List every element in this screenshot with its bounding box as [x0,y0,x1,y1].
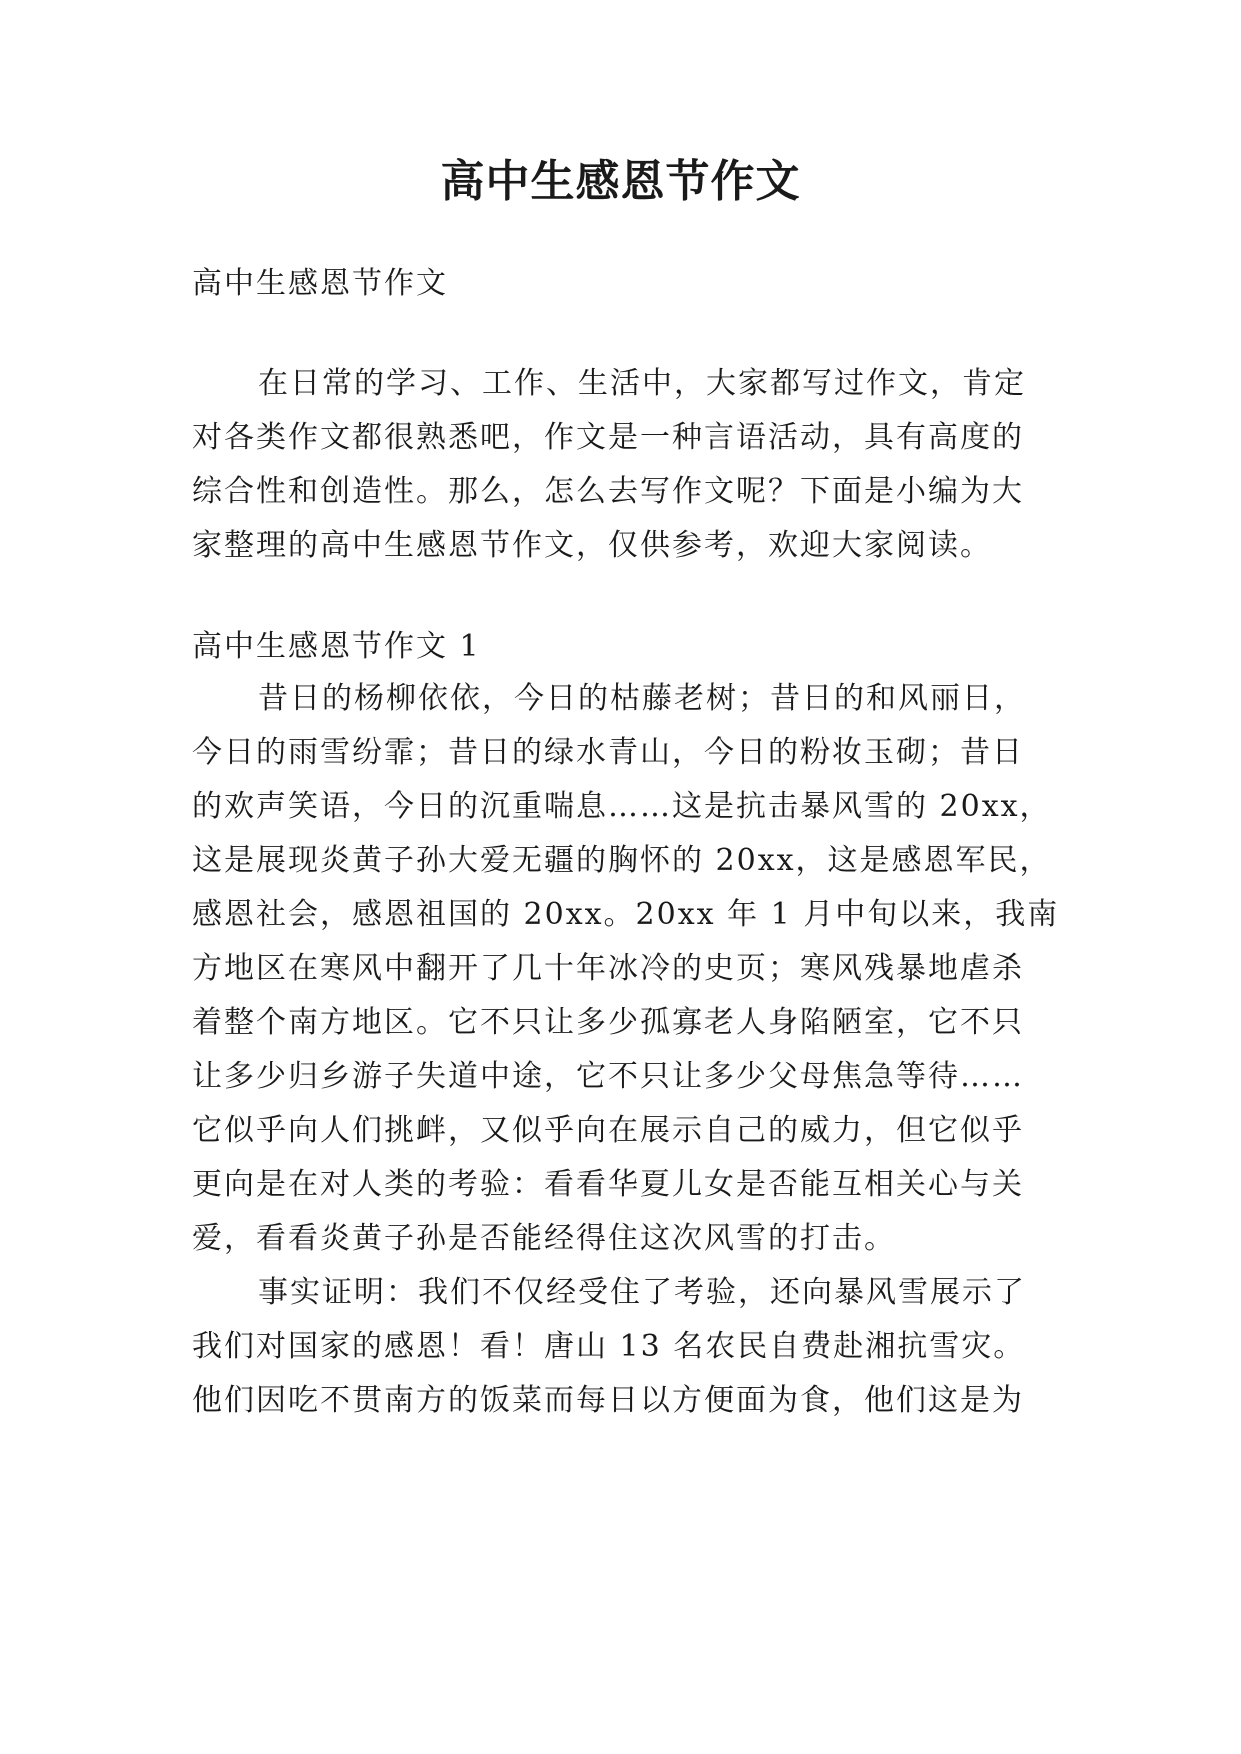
paragraph1-line-11: 爱，看看炎黄子孙是否能经得住这次风雪的打击。 [192,1221,896,1256]
document-title: 高中生感恩节作文 [440,156,801,207]
intro-line-3: 综合性和创造性。那么，怎么去写作文呢？下面是小编为大 [192,474,1024,509]
intro-line-1: 在日常的学习、工作、生活中，大家都写过作文，肯定 [258,366,1026,401]
paragraph1-line-2: 今日的雨雪纷霏；昔日的绿水青山，今日的粉妆玉砌；昔日 [192,735,1024,770]
paragraph2-line-1: 事实证明：我们不仅经受住了考验，还向暴风雪展示了 [258,1275,1026,1310]
intro-line-2: 对各类作文都很熟悉吧，作文是一种言语活动，具有高度的 [192,420,1024,455]
paragraph1-line-6: 方地区在寒风中翻开了几十年冰冷的史页；寒风残暴地虐杀 [192,951,1024,986]
paragraph2-line-3: 他们因吃不贯南方的饭菜而每日以方便面为食，他们这是为 [192,1383,1024,1418]
paragraph1-line-3: 的欢声笑语，今日的沉重喘息……这是抗击暴风雪的 20xx， [192,789,1052,824]
paragraph1-line-10: 更向是在对人类的考验：看看华夏儿女是否能互相关心与关 [192,1167,1024,1202]
paragraph1-line-8: 让多少归乡游子失道中途，它不只让多少父母焦急等待…… [192,1059,1024,1094]
section-heading: 高中生感恩节作文 1 [192,629,481,664]
paragraph2-line-2: 我们对国家的感恩！看！唐山 13 名农民自费赴湘抗雪灾。 [192,1329,1026,1364]
paragraph1-line-7: 着整个南方地区。它不只让多少孤寡老人身陷陋室，它不只 [192,1005,1024,1040]
intro-line-4: 家整理的高中生感恩节作文，仅供参考，欢迎大家阅读。 [192,528,992,563]
paragraph1-line-4: 这是展现炎黄子孙大爱无疆的胸怀的 20xx，这是感恩军民， [192,843,1052,878]
paragraph1-line-9: 它似乎向人们挑衅，又似乎向在展示自己的威力，但它似乎 [192,1113,1024,1148]
paragraph1-line-5: 感恩社会，感恩祖国的 20xx。20xx 年 1 月中旬以来，我南 [192,897,1060,932]
paragraph1-line-1: 昔日的杨柳依依，今日的枯藤老树；昔日的和风丽日， [258,681,1026,716]
document-subtitle: 高中生感恩节作文 [192,266,448,301]
